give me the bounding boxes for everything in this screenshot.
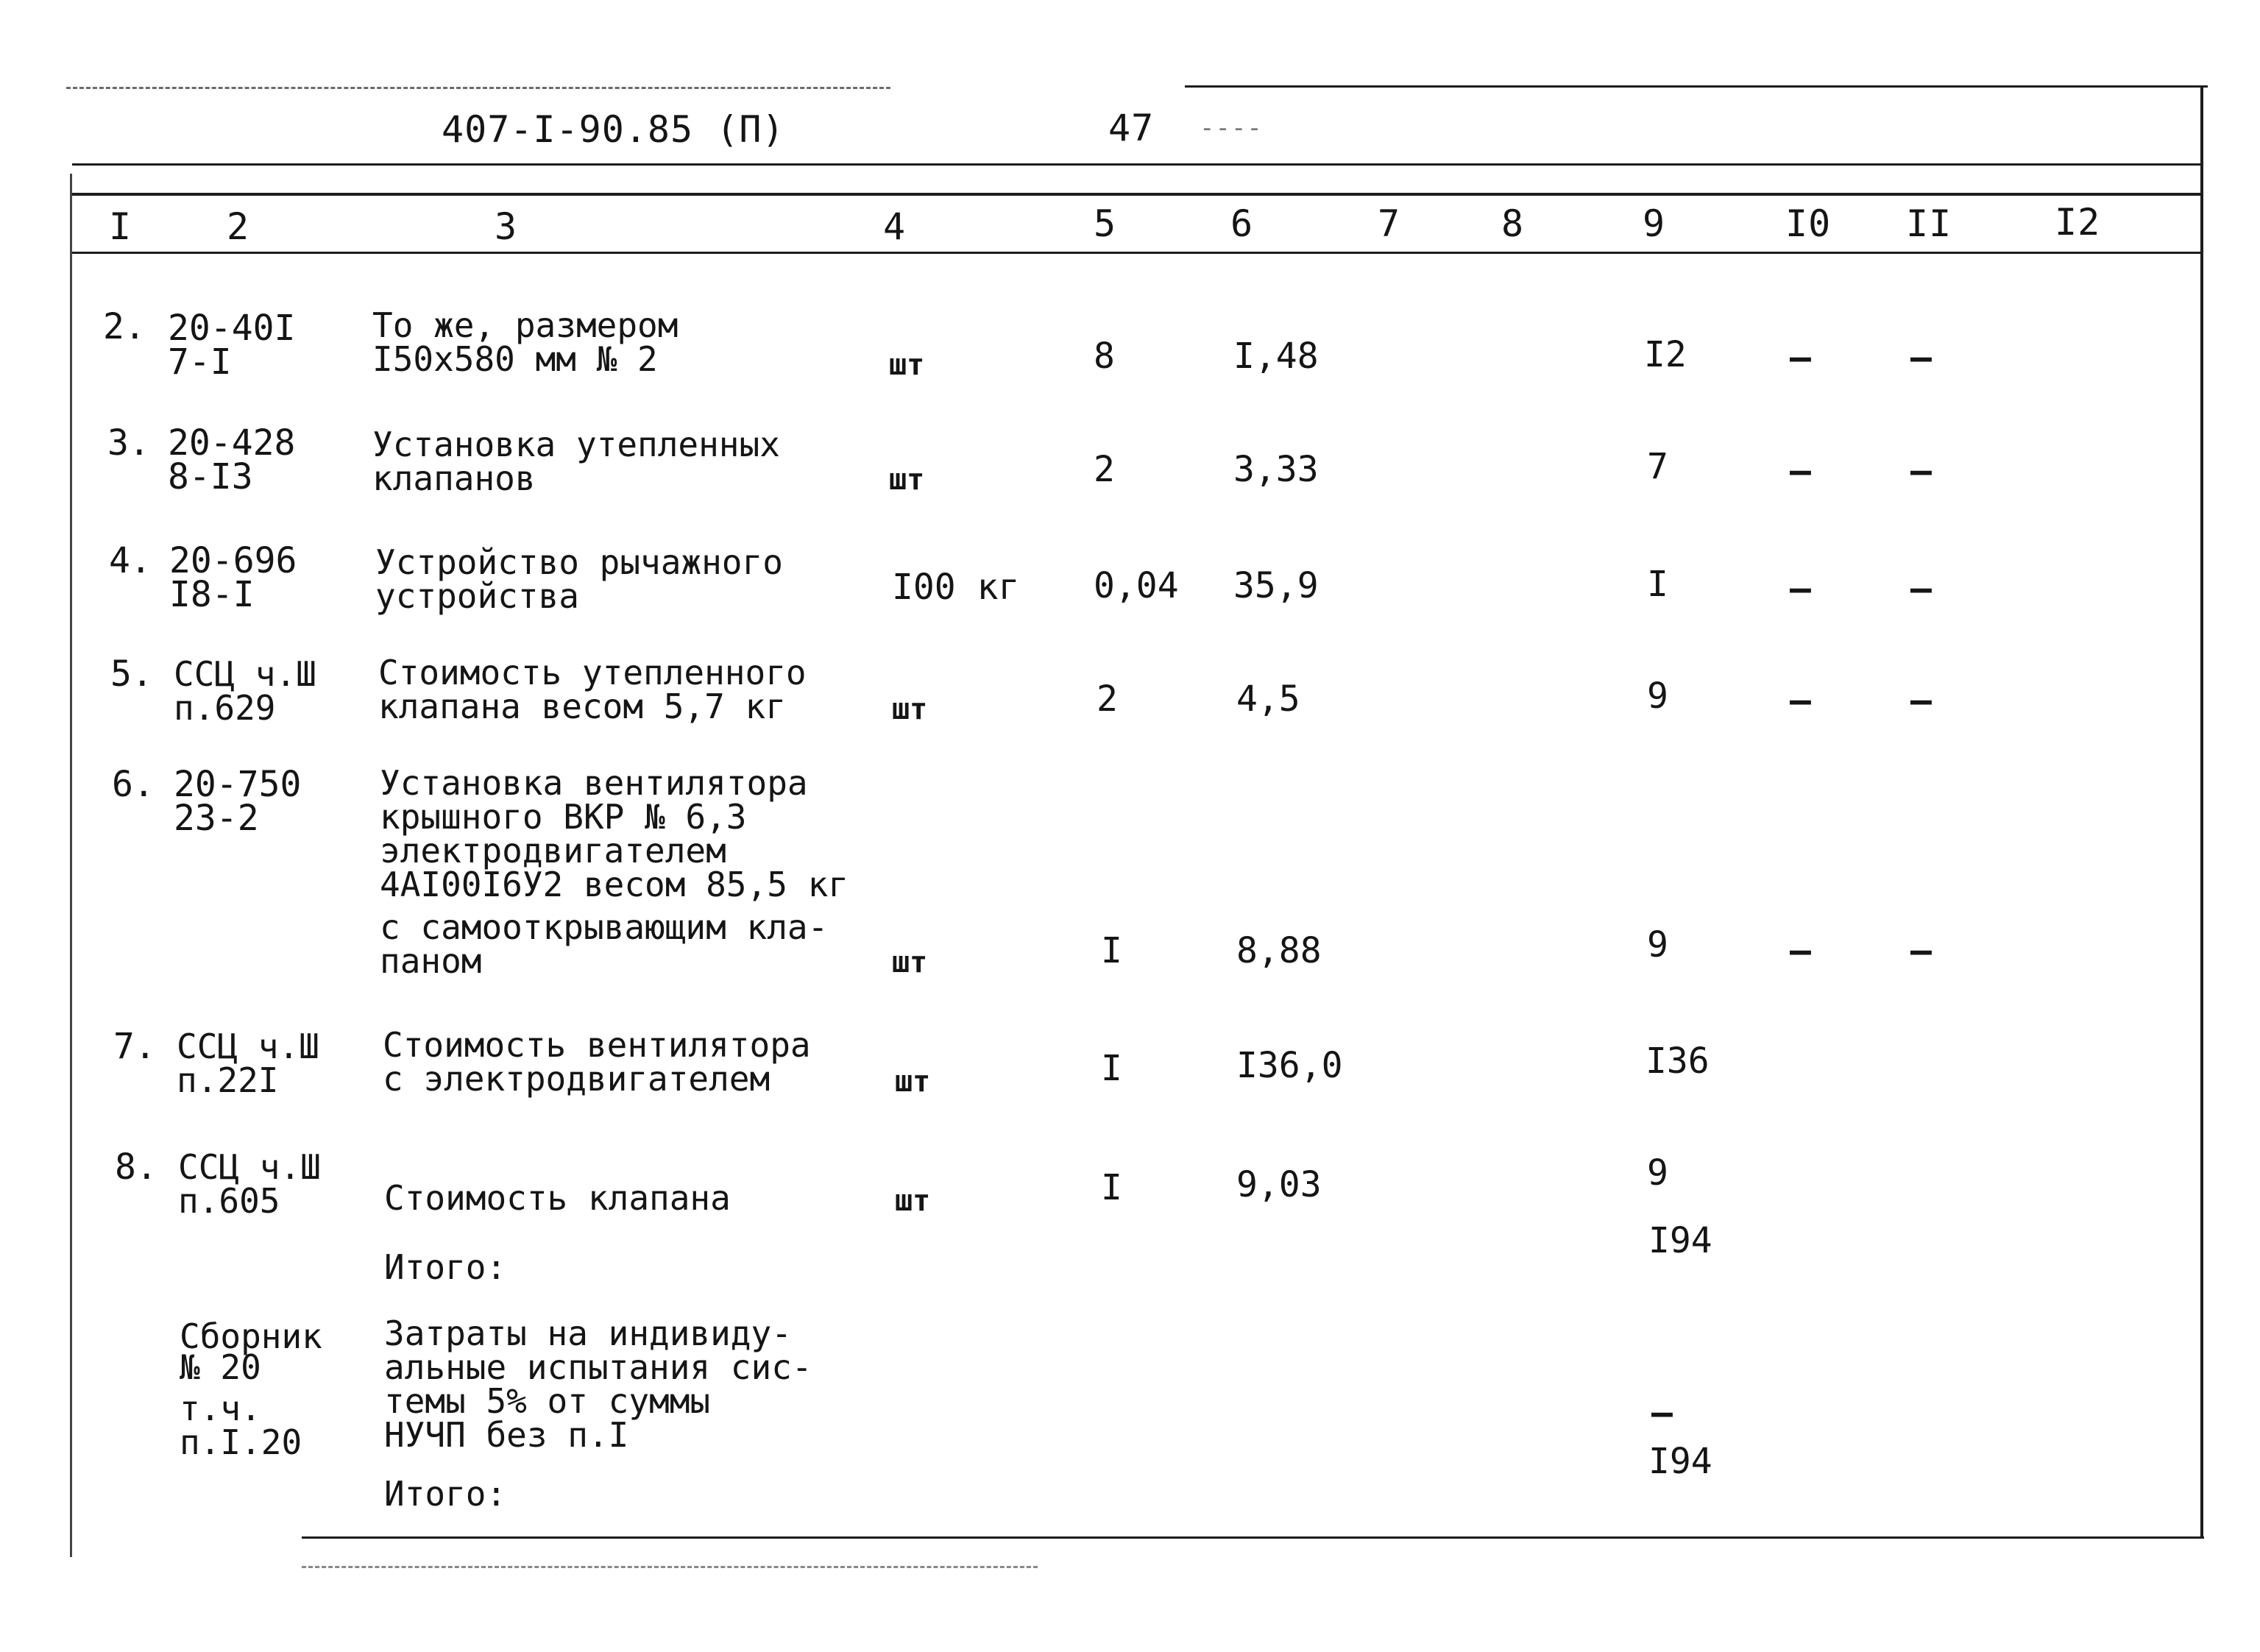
row-col10: – <box>1790 450 1811 492</box>
total-value: I94 <box>1648 1441 1712 1482</box>
frame-left-line <box>70 174 72 1557</box>
row-price: I36,0 <box>1236 1045 1343 1086</box>
row-col10: – <box>1790 680 1811 721</box>
col-header-11: II <box>1906 202 1952 245</box>
row-description-line: То же, размером <box>372 305 679 345</box>
document-code: 407-I-90.85 (П) <box>442 108 785 151</box>
col-header-1: I <box>109 205 132 248</box>
additional-col9: – <box>1651 1392 1673 1433</box>
row-description-line: Установка утепленных <box>372 425 780 464</box>
row-price: 9,03 <box>1236 1164 1322 1205</box>
col-header-9: 9 <box>1643 202 1666 245</box>
row-col11: – <box>1910 450 1932 492</box>
row-quantity: I <box>1101 930 1122 971</box>
bottom-dashed-line <box>302 1566 1038 1568</box>
header-line-1 <box>72 163 2203 166</box>
top-dashed-line <box>66 87 890 89</box>
row-code-line: 23-2 <box>174 798 259 839</box>
row-col10: – <box>1790 568 1811 609</box>
additional-description-line: темы 5% от суммы <box>384 1381 711 1421</box>
subtotal-label: Итого: <box>384 1247 507 1287</box>
row-description-line: Стоимость вентилятора <box>383 1025 811 1065</box>
row-unit: шт <box>892 946 928 979</box>
row-number: 3. <box>107 422 150 464</box>
row-quantity: I <box>1101 1167 1122 1208</box>
additional-description-line: НУЧП без п.I <box>384 1415 629 1455</box>
row-description-line: паном <box>380 941 482 981</box>
row-code-line: 8-I3 <box>168 456 253 497</box>
row-col10: – <box>1790 337 1811 378</box>
row-col9: 9 <box>1647 924 1668 965</box>
row-description-line: устройства <box>375 576 579 616</box>
row-code-line: ССЦ ч.Ш <box>177 1027 319 1066</box>
row-col9: 7 <box>1647 446 1668 487</box>
row-price: 35,9 <box>1233 565 1319 606</box>
row-code-line: п.22I <box>177 1060 279 1100</box>
row-number: 6. <box>112 764 155 805</box>
row-col11: – <box>1910 930 1932 971</box>
row-code-line: ССЦ ч.Ш <box>174 654 316 694</box>
row-unit: шт <box>895 1184 931 1218</box>
frame-top-line <box>1185 85 2208 88</box>
row-col11: – <box>1910 568 1932 609</box>
row-unit: I00 кг <box>892 567 1020 608</box>
row-number: 5. <box>110 653 153 695</box>
col-header-7: 7 <box>1378 202 1401 245</box>
row-number: 2. <box>103 306 146 347</box>
reference-line: п.I.20 <box>180 1422 302 1462</box>
col-header-5: 5 <box>1094 202 1117 245</box>
col-header-6: 6 <box>1230 202 1254 245</box>
reference-line: № 20 <box>180 1347 261 1387</box>
total-label: Итого: <box>384 1474 507 1514</box>
row-unit: шт <box>895 1065 931 1099</box>
row-price: 3,33 <box>1233 449 1319 490</box>
row-quantity: 0,04 <box>1094 565 1179 606</box>
row-code-line: п.605 <box>178 1181 280 1221</box>
row-description-line: с самооткрывающим кла- <box>380 907 829 947</box>
col-header-10: I0 <box>1785 202 1832 245</box>
row-code-line: ССЦ ч.Ш <box>178 1147 321 1187</box>
row-description-line: клапана весом 5,7 кг <box>378 687 786 726</box>
column-header-bottom-line <box>72 252 2203 254</box>
additional-description-line: Затраты на индивиду- <box>384 1314 792 1353</box>
row-code-line: 20-428 <box>168 422 296 464</box>
row-price: 4,5 <box>1236 678 1300 720</box>
row-description-line: Стоимость клапана <box>384 1178 731 1218</box>
row-description-line: Установка вентилятора <box>380 763 808 803</box>
row-unit: шт <box>889 348 925 382</box>
subtotal-value: I94 <box>1648 1220 1712 1261</box>
frame-right-line <box>2200 85 2203 1539</box>
row-price: I,48 <box>1233 336 1319 377</box>
col-header-3: 3 <box>495 205 518 248</box>
row-col9: I <box>1647 564 1668 605</box>
row-col9: I36 <box>1646 1041 1710 1082</box>
row-description-line: I50x580 мм № 2 <box>372 339 658 379</box>
row-unit: шт <box>889 463 925 497</box>
reference-line: т.ч. <box>180 1389 261 1428</box>
row-description-line: Стоимость утепленного <box>378 653 807 692</box>
row-col9: I2 <box>1644 334 1687 375</box>
row-description-line: Устройство рычажного <box>375 542 783 582</box>
row-description-line: крышного ВКР № 6,3 <box>380 797 747 837</box>
row-col11: – <box>1910 337 1932 378</box>
row-price: 8,88 <box>1236 930 1322 971</box>
row-number: 8. <box>115 1146 157 1188</box>
col-header-4: 4 <box>883 205 907 248</box>
frame-bottom-line <box>302 1536 2204 1539</box>
row-col11: – <box>1910 680 1932 721</box>
reference-line: Сборник <box>180 1316 322 1356</box>
row-code-line: 7-I <box>168 341 232 383</box>
row-code-line: п.629 <box>174 688 276 728</box>
header-line-2 <box>72 193 2203 196</box>
row-description-line: 4АI00I6У2 весом 85,5 кг <box>380 865 849 904</box>
row-quantity: I <box>1101 1048 1122 1089</box>
row-description-line: клапанов <box>372 458 536 498</box>
col-header-8: 8 <box>1501 202 1525 245</box>
additional-description-line: альные испытания сис- <box>384 1347 812 1387</box>
row-col9: 9 <box>1647 1152 1668 1194</box>
row-quantity: 2 <box>1094 449 1115 490</box>
page-mark: ---- <box>1200 113 1263 143</box>
row-quantity: 2 <box>1097 678 1118 720</box>
row-unit: шт <box>892 692 928 726</box>
row-quantity: 8 <box>1094 336 1115 377</box>
row-code-line: 20-40I <box>168 308 296 349</box>
row-code-line: I8-I <box>169 574 255 615</box>
row-number: 7. <box>113 1026 156 1067</box>
row-col9: 9 <box>1647 676 1668 717</box>
col-header-12: I2 <box>2055 201 2101 244</box>
row-description-line: электродвигателем <box>380 831 726 871</box>
page-number: 47 <box>1108 107 1155 149</box>
row-col10: – <box>1790 930 1811 971</box>
row-code-line: 20-696 <box>169 540 297 581</box>
col-header-2: 2 <box>227 205 250 248</box>
row-code-line: 20-750 <box>174 764 302 805</box>
row-description-line: с электродвигателем <box>383 1059 771 1099</box>
row-number: 4. <box>109 540 152 581</box>
